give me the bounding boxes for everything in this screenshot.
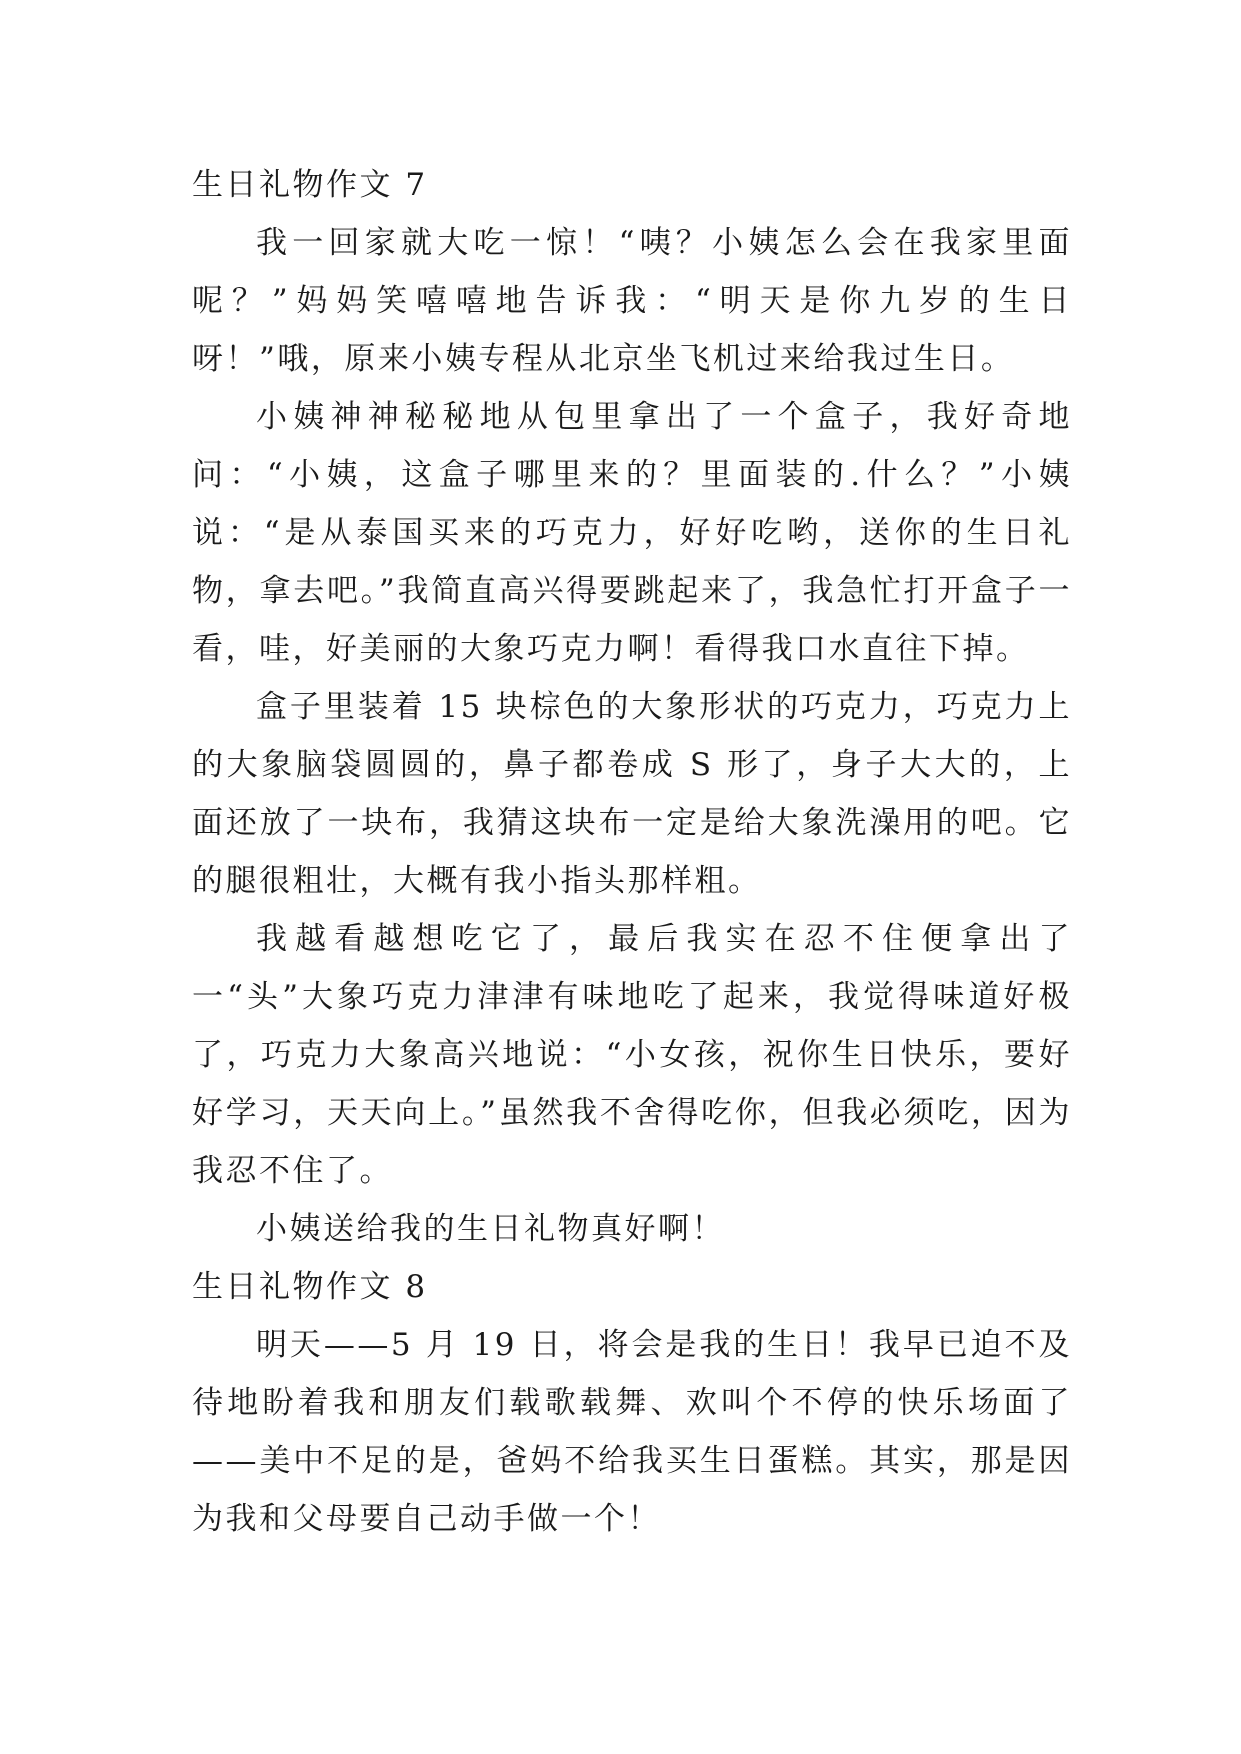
section-title-7: 生日礼物作文 7 — [192, 167, 428, 203]
section-title-8: 生日礼物作文 8 — [192, 1269, 428, 1305]
paragraph: 小姨神神秘秘地从包里拿出了一个盒子，我好奇地问：“小姨，这盒子哪里来的？里面装的.什么？”小姨说：“是从泰国买来的巧克力，好好吃哟，送你的生日礼物，拿去吧。”我简直高兴得要跳起来了，我急忙打开盒子一看，哇，好美丽的大象巧克力啊！看得我口水直往下掉。 — [192, 399, 1072, 667]
paragraph: 明天——5 月 19 日，将会是我的生日！我早已迫不及待地盼着我和朋友们载歌载舞、欢叫个不停的快乐场面了——美中不足的是，爸妈不给我买生日蛋糕。其实，那是因为我和父母要自己动手做一个！ — [192, 1327, 1072, 1537]
paragraph: 小姨送给我的生日礼物真好啊！ — [256, 1211, 725, 1247]
document-body — [192, 156, 1072, 1548]
paragraph: 我越看越想吃它了，最后我实在忍不住便拿出了一“头”大象巧克力津津有味地吃了起来，我觉得味道好极了，巧克力大象高兴地说：“小女孩，祝你生日快乐，要好好学习，天天向上。”虽然我不舍得吃你，但我必须吃，因为我忍不住了。 — [192, 921, 1072, 1189]
paragraph: 盒子里装着 15 块棕色的大象形状的巧克力，巧克力上的大象脑袋圆圆的，鼻子都卷成 S 形了，身子大大的，上面还放了一块布，我猜这块布一定是给大象洗澡用的吧。它的腿很粗壮，大概有我小指头那样粗。 — [192, 689, 1072, 899]
paragraph: 我一回家就大吃一惊！“咦？小姨怎么会在我家里面呢？”妈妈笑嘻嘻地告诉我：“明天是你九岁的生日呀！”哦，原来小姨专程从北京坐飞机过来给我过生日。 — [192, 225, 1072, 377]
